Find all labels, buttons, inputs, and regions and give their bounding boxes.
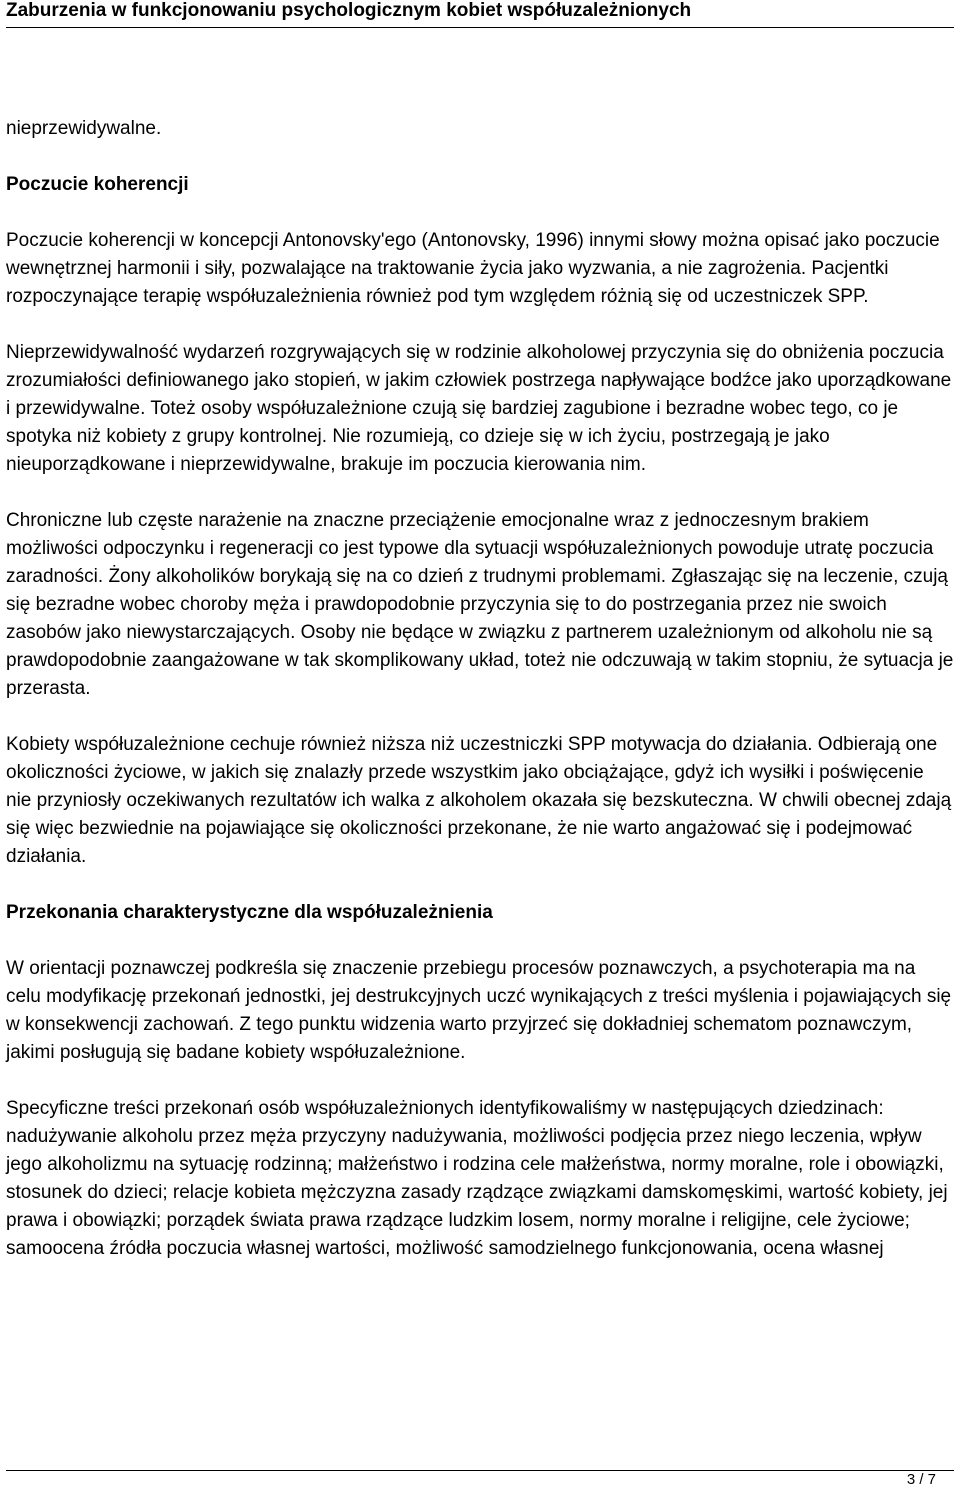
document-body — [6, 115, 954, 1291]
paragraph-6: Specyficzne treści przekonań osób współuzależnionych identyfikowaliśmy w następujących dziedzinach: nadużywanie alkoholu przez męża przyczyny nadużywania, możliwości podjęcia przez niego leczenia, wpływ jego alkoholizmu na sytuację rodzinną; małżeństwo i rodzina cele małżeństwa, normy moralne, role i obowiązki, stosunek do dzieci; relacje kobieta mężczyzna zasady rządzące związkami damskomęskimi, wartość kobiety, jej prawa i obowiązki; porządek świata prawa rządzące ludzkim losem, normy moralne i religijne, cele życiowe; samoocena źródła poczucia własnej wartości, możliwość samodzielnego funkcjonowania, ocena własnej — [6, 1098, 948, 1259]
paragraph-5: W orientacji poznawczej podkreśla się znaczenie przebiegu procesów poznawczych, a psychoterapia ma na celu modyfikację przekonań jednostki, jej destrukcyjnych uczć wynikających z treści myślenia i pojawiających się w konsekwencji zachowań. Z tego punktu widzenia warto przyjrzeć się dokładniej schematom poznawczym, jakimi posługują się badane kobiety współuzależnione. — [6, 958, 952, 1063]
paragraph-2: Nieprzewidywalność wydarzeń rozgrywających się w rodzinie alkoholowej przyczynia się do obniżenia poczucia zrozumiałości definiowanego jako stopień, w jakim człowiek postrzega napływające bodźce jako uporządkowane i przewidywalne. Toteż osoby współuzależnione czują się bardziej zagubione i bezradne wobec tego, co je spotyka niż kobiety z grupy kontrolnej. Nie rozumieją, co dzieje się w ich życiu, postrzegają je jako nieuporządkowane i nieprzewidywalne, brakuje im poczucia kierowania nim. — [6, 342, 952, 475]
paragraph-4: Kobiety współuzależnione cechuje również niższa niż uczestniczki SPP motywacja do działania. Odbierają one okoliczności życiowe, w jakich się znalazły przede wszystkim jako obciążające, gdyż ich wysiłki i poświęcenie nie przyniosły oczekiwanych rezultatów ich walka z alkoholem okazała się bezskuteczna. W chwili obecnej zdają się więc bezwiednie na pojawiające się okoliczności przekonane, że nie warto angażować się i podejmować działania. — [6, 734, 952, 867]
paragraph-3: Chroniczne lub częste narażenie na znaczne przeciążenie emocjonalne wraz z jednoczesnym brakiem możliwości odpoczynku i regeneracji co jest typowe dla sytuacji współuzależnionych powoduje utratę poczucia zaradności. Żony alkoholików borykają się na co dzień z trudnymi problemami. Zgłaszając się na leczenie, czują się bezradne wobec choroby męża i prawdopodobnie przyczynia się to do postrzegania przez nie swoich zasobów jako niewystarczających. Osoby nie będące w związku z partnerem uzależnionym od alkoholu nie są prawdopodobnie zaangażowane w tak skomplikowany układ, toteż nie odczuwają w takim stopniu, że sytuacja je przerasta. — [6, 510, 954, 699]
section-heading-coherence: Poczucie koherencji — [6, 174, 189, 195]
document-title: Zaburzenia w funkcjonowaniu psychologicznym kobiet współuzależnionych — [6, 0, 692, 21]
section-heading-beliefs: Przekonania charakterystyczne dla współuzależnienia — [6, 902, 493, 923]
page-footer — [6, 1470, 954, 1488]
page-header — [6, 0, 954, 28]
paragraph-1: Poczucie koherencji w koncepcji Antonovsky'ego (Antonovsky, 1996) innymi słowy można opisać jako poczucie wewnętrznej harmonii i siły, pozwalające na traktowanie życia jako wyzwania, a nie zagrożenia. Pacjentki rozpoczynające terapię współuzależnienia również pod tym względem różnią się od uczestniczek SPP. — [6, 230, 940, 307]
continuation-text: nieprzewidywalne. — [6, 118, 162, 139]
page-number: 3 / 7 — [906, 1471, 936, 1488]
